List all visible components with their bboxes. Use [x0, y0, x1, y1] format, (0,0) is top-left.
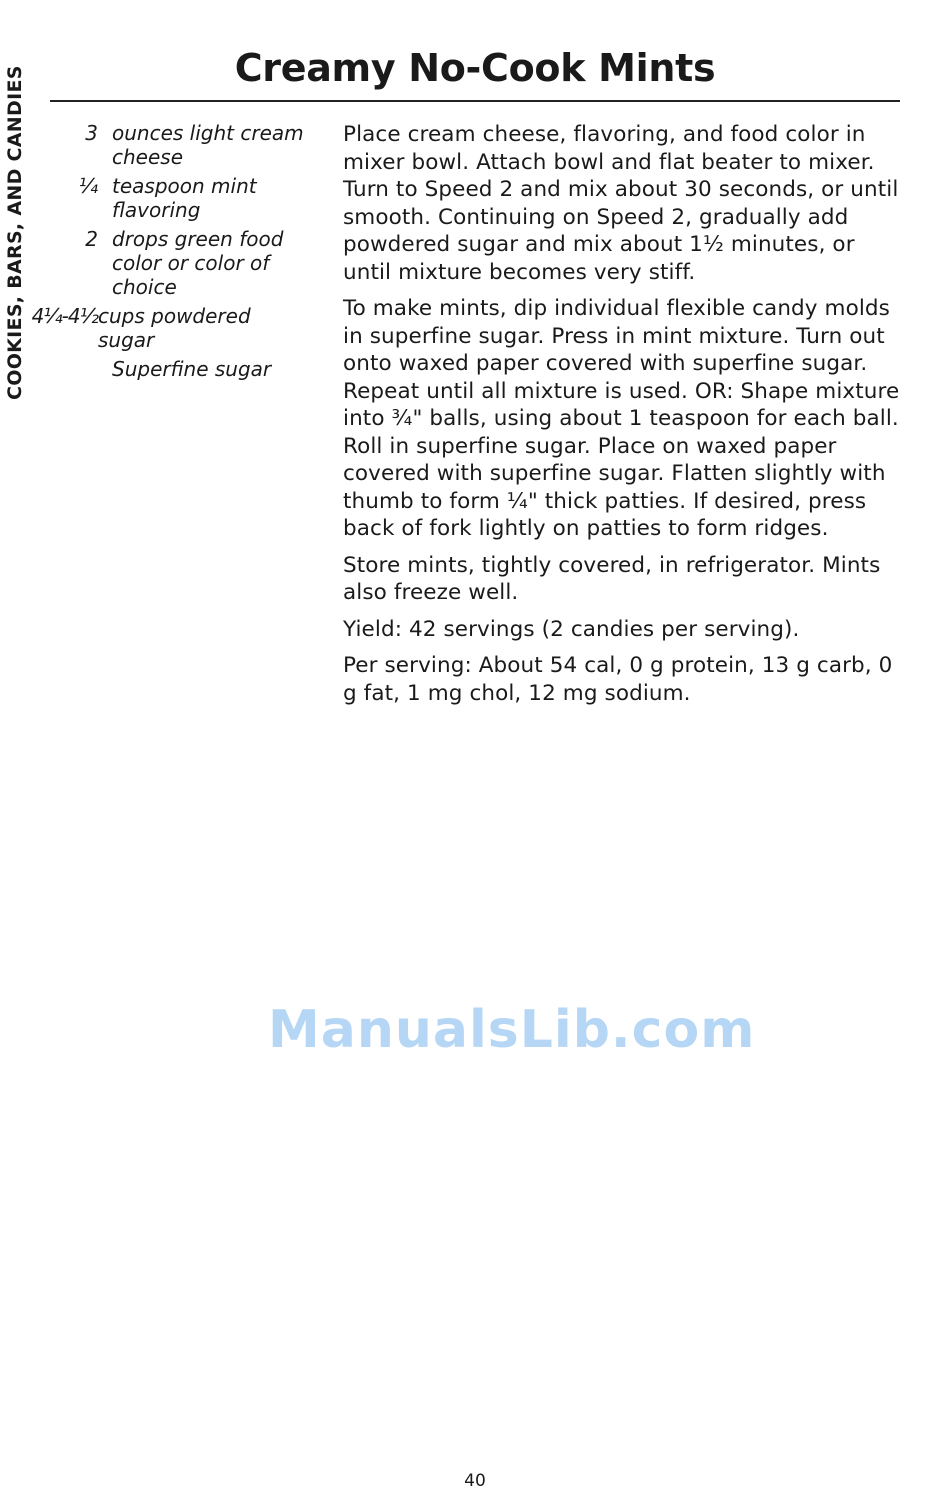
title-divider — [50, 100, 900, 102]
ingredient-item — [40, 357, 340, 381]
ingredient-text: drops green food color or color of choice — [112, 227, 284, 299]
ingredient-item — [40, 174, 340, 222]
ingredient-text: ounces light cream cheese — [112, 121, 304, 169]
recipe-title: Creamy No-Cook Mints — [234, 46, 716, 90]
ingredient-text: teaspoon mint flavoring — [112, 174, 257, 222]
ingredient-qty: 2 — [85, 227, 98, 251]
ingredient-item — [31, 304, 340, 352]
direction-paragraph: Place cream cheese, flavoring, and food color in mixer bowl. Attach bowl and flat beater to mixer. Turn to Speed 2 and mix about 30 seconds, or until smooth. Continuing on Speed 2, gradually add powdered sugar and mix about 1½ minutes, or until mixture becomes very stiff. — [343, 122, 899, 285]
nutrition-text: Per serving: About 54 cal, 0 g protein, 13 g carb, 0 g fat, 1 mg chol, 12 mg sodium. — [343, 653, 893, 706]
ingredient-qty: ¼ — [78, 174, 98, 198]
watermark: ManualsLib.com — [268, 1000, 756, 1060]
ingredient-qty: 4¼-4½ — [31, 304, 98, 328]
ingredient-item — [40, 227, 340, 299]
ingredient-qty — [40, 357, 112, 381]
direction-paragraph: Store mints, tightly covered, in refrigerator. Mints also freeze well. — [343, 552, 881, 605]
section-label: COOKIES, BARS, AND CANDIES — [4, 65, 26, 400]
ingredient-list — [31, 121, 340, 386]
directions — [343, 121, 908, 716]
ingredient-text: cups powdered sugar — [98, 304, 251, 352]
yield-text: Yield: 42 servings (2 candies per serving). — [343, 616, 800, 642]
page-number: 40 — [464, 1471, 486, 1491]
ingredient-item — [40, 121, 340, 169]
ingredient-text: Superfine sugar — [112, 357, 272, 381]
direction-paragraph: To make mints, dip individual flexible candy molds in superfine sugar. Press in mint mixture. Turn out onto waxed paper covered with superfine sugar. Repeat until all mixture is used. OR: Shape mixture into ¾" balls, using about 1 teaspoon for each ball. Roll in superfine sugar. Place on waxed paper covered with superfine sugar. Flatten slightly with thumb to form ¼" thick patties. If desired, press back of fork lightly on patties to form ridges. — [343, 296, 900, 541]
ingredient-qty: 3 — [85, 121, 98, 145]
